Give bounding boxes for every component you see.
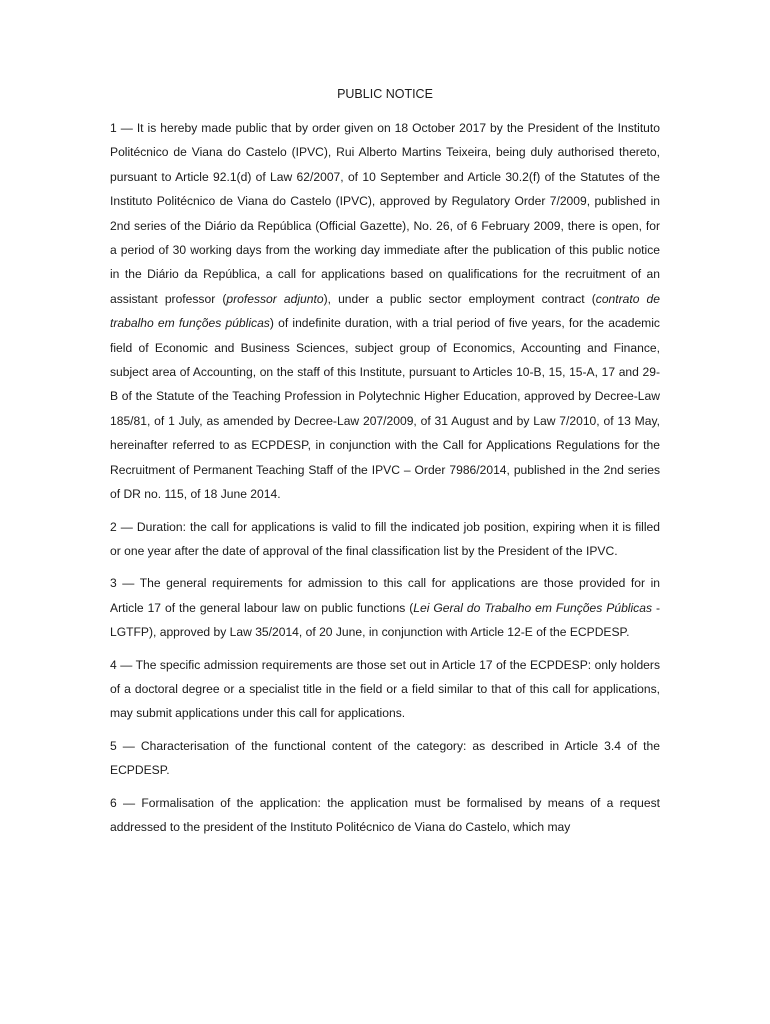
paragraph-1-term-professor-adjunto: professor adjunto [226, 291, 324, 306]
paragraph-1 [110, 116, 660, 507]
document-title: PUBLIC NOTICE [337, 87, 433, 101]
paragraph-5-text: 5 — Characterisation of the functional content of the category: as described in Article 3.4 of the ECPDESP. [110, 738, 660, 778]
paragraph-1-term-contrato: contrato de trabalho em funções públicas [110, 291, 661, 331]
paragraph-3 [110, 571, 660, 644]
paragraph-2 [110, 515, 660, 564]
paragraph-3-term-lgtfp: Lei Geral do Trabalho em Funções Públicas [413, 600, 652, 615]
paragraph-5 [110, 734, 660, 783]
paragraph-4 [110, 653, 660, 726]
document-page [110, 84, 660, 847]
paragraph-1-text-a: 1 — It is hereby made public that by order given on 18 October 2017 by the President of the Instituto Politécnico de Viana do Castelo (IPVC), Rui Alberto Martins Teixeira, being duly authorised thereto, pursuant to Article 92.1(d) of Law 62/2007, of 10 September and Article 30.2(f) of the Statutes of the Instituto Politécnico de Viana do Castelo (IPVC), approved by Regulatory Order 7/2009, published in 2nd series of the Diário da República (Official Gazette), No. 26, of 6 February 2009, there is open, for a period of 30 working days from the working day immediate after the publication of this public notice in the Diário da República, a call for applications based on qualifications for the recruitment of an assistant professor ( [110, 121, 660, 306]
paragraph-1-text-b: ), under a public sector employment contract ( [323, 291, 596, 306]
paragraph-6-text: 6 — Formalisation of the application: the application must be formalised by means of a request addressed to the president of the Instituto Politécnico de Viana do Castelo, which may [110, 795, 660, 834]
paragraph-1-text-c: ) of indefinite duration, with a trial period of five years, for the academic field of Economic and Business Sciences, subject group of Economics, Accounting and Finance, subject area of Accounting, on the staff of this Institute, pursuant to Articles 10-B, 15, 15-A, 17 and 29-B of the Statute of the Teaching Profession in Polytechnic Higher Education, approved by Decree-Law 185/81, of 1 July, as amended by Decree-Law 207/2009, of 31 August and by Law 7/2010, of 13 May, hereinafter referred to as ECPDESP, in conjunction with the Call for Applications Regulations for the Recruitment of Permanent Teaching Staff of the IPVC – Order 7986/2014, published in the 2nd series of DR no. 115, of 18 June 2014. [110, 316, 660, 502]
paragraph-3-text-b: - LGTFP), approved by Law 35/2014, of 20 June, in conjunction with Article 12-E of the ECPDESP. [110, 600, 660, 640]
paragraph-3-text-a: 3 — The general requirements for admission to this call for applications are those provided for in Article 17 of the general labour law on public functions ( [110, 576, 660, 615]
paragraph-2-text: 2 — Duration: the call for applications is valid to fill the indicated job position, expiring when it is filled or one year after the date of approval of the final classification list by the President of the IPVC. [110, 519, 660, 558]
paragraph-4-text: 4 — The specific admission requirements are those set out in Article 17 of the ECPDESP: only holders of a doctoral degree or a specialist title in the field or a field similar to that of this call for applications, may submit applications under this call for applications. [110, 657, 660, 721]
paragraph-6 [110, 791, 660, 840]
